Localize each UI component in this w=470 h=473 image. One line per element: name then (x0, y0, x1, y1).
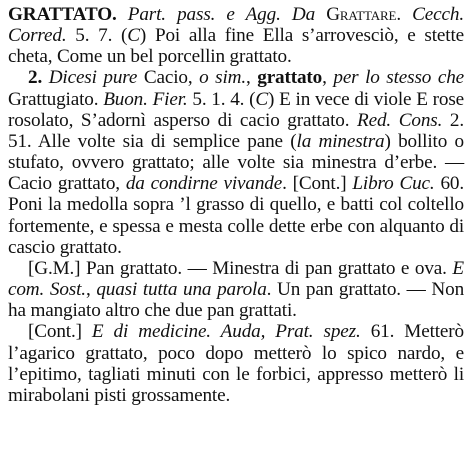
head-period: . (396, 4, 401, 25)
etymology-da: Da (291, 4, 316, 25)
text-segment: . Un pan grattato. — Non ha mangiato altro che due pan grattati. (8, 279, 465, 322)
headword: GRATTATO. (8, 4, 117, 25)
part-of-speech: Part. pass. e Agg. (127, 4, 281, 25)
text-segment: 5. 1. 4. ( (187, 88, 256, 110)
entry-definition-1 (8, 4, 464, 67)
text-segment: quasi tutta una parola (96, 279, 267, 301)
text-segment: . [Cont.] (282, 173, 353, 195)
text-segment: , (246, 67, 258, 89)
text-segment: 2. 51. Alle volte sia di semplice pane ( (8, 109, 464, 152)
text-segment: grattato (257, 67, 323, 89)
entry-definition-4 (8, 321, 464, 406)
text-segment: ) Poi alla fine Ella s’arrovesciò, e stette cheta, Come un bel porcellin grattato. (8, 25, 464, 68)
text-segment: C (255, 88, 269, 110)
text-segment: 2. (28, 67, 49, 89)
text-segment: 5. 7. ( (66, 25, 128, 47)
block-body (8, 258, 464, 321)
text-segment: Libro Cuc. (352, 173, 435, 195)
text-segment: per lo stesso che (333, 67, 465, 89)
text-segment: Grattugiato. (8, 88, 104, 110)
text-segment: Dicesi pure (48, 67, 138, 89)
text-segment: C (127, 25, 140, 47)
etymology-source: Grattare (326, 4, 397, 25)
text-segment: [Cont.] (28, 321, 92, 343)
text-segment: la minestra (296, 130, 385, 152)
text-segment: da condirne vivande (125, 173, 283, 195)
text-segment: o sim. (199, 67, 246, 89)
text-segment: Cacio, (137, 67, 200, 89)
entry-definition-3 (8, 258, 464, 321)
text-segment: ) bollito o stufato, ovvero grattato; alle volte sia minestra d’erbe. — Cacio grattato, (8, 130, 464, 195)
text-segment: [G.M.] Pan grattato. — Minestra di pan grattato e ova. (28, 257, 453, 279)
text-segment: , (322, 67, 334, 89)
text-segment: E di medicine. Auda, Prat. spez. (91, 321, 361, 343)
text-segment: Red. Cons. (357, 109, 443, 131)
text-segment: Buon. Fier. (103, 88, 188, 110)
text-segment: 60. Poni la medolla sopra ’l grasso di quello, e batti col coltello fortemente, e spessa e mesta colle dette erbe con alquanto di cascio grattato. (8, 173, 464, 258)
text-segment: 61. Metterò l’agarico grattato, poco dopo metterò lo spico nardo, e l’epitimo, tagliati minuti con le forbici, appresso metterò li mirabolani pisti grossamente. (8, 321, 464, 406)
text-segment: , (85, 279, 97, 301)
text-segment: ) E in vece di viole E rose rosolato, S’adornì asperso di cacio grattato. (8, 88, 465, 131)
block-body (8, 321, 464, 405)
text-segment: Cecch. Corred. (8, 4, 464, 47)
text-segment: E com. Sost. (8, 257, 464, 301)
entry-definition-2 (8, 67, 464, 257)
block-body (8, 67, 464, 257)
